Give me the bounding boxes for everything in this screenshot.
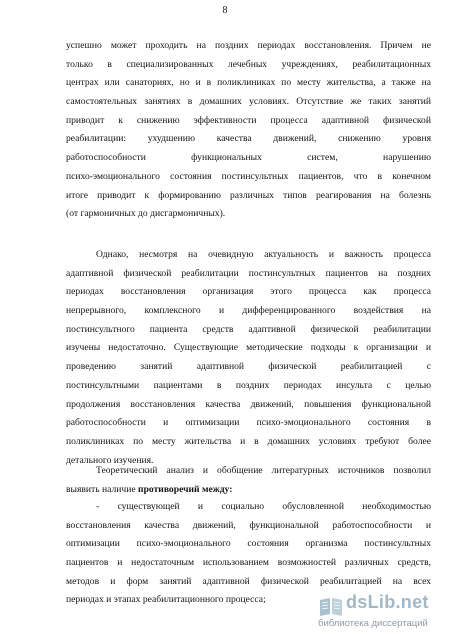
text-line: (от гармоничных до дисгармоничных). <box>66 208 226 220</box>
text-line: самостоятельных занятиях в домашних условиях. Отсутствие же таких занятий <box>66 96 431 108</box>
text-line: приводит к снижению эффективности процесса адаптивной физической <box>66 114 431 126</box>
text-line: постинсультными пациентами в поздних периодах инсульта с целью <box>66 379 431 391</box>
text-run: выявить наличие <box>66 483 139 495</box>
text-line: продолжения восстановления качества движений, повышения функциональной <box>66 398 431 410</box>
text-line: психо-эмоционального состояния постинсультных пациентов, что в конечном <box>66 170 431 182</box>
text-line: постинсультного пациента средств адаптивной физической реабилитации <box>66 323 431 335</box>
text-line: работоспособности функциональных систем, нарушению <box>66 152 431 164</box>
text-line: восстановления качества движений, функциональной работоспособности и <box>66 519 431 531</box>
paragraph-3 <box>66 462 431 499</box>
paragraph-2 <box>66 246 431 470</box>
text-line <box>66 481 431 500</box>
text-line: успешно может проходить на поздних периодах восстановления. Причем не <box>66 40 431 51</box>
text-line: пациентов и недостаточным использованием возможностей различных средств, <box>66 557 431 569</box>
text-line: реабилитации: ухудшению качества движений, снижению уровня <box>66 133 431 145</box>
text-line: изучены недостаточно. Существующие методические подходы к организации и <box>66 342 431 354</box>
watermark-name: dsLib.net <box>346 592 429 612</box>
text-line: центрах или санаториях, но и в поликлиниках по месту жительства, а также на <box>66 77 431 89</box>
dslib-watermark <box>318 592 444 630</box>
text-line: непрерывного, комплексного и дифференцированного воздействия на <box>66 305 431 317</box>
text-line: детального изучения. <box>66 454 154 466</box>
text-line: периодах и этапах реабилитационного процесса; <box>66 594 266 606</box>
text-line: методов и форм занятий адаптивной физической реабилитацией на всех <box>66 575 431 587</box>
paragraph-1 <box>66 37 431 224</box>
text-line: итоге приводит к формированию различных типов реагирования на болезнь <box>66 189 431 201</box>
text-line: - существующей и социально обусловленной необходимостью <box>96 501 431 512</box>
text-line: проведению занятий адаптивной физической реабилитацией с <box>66 361 431 373</box>
bold-term: противоречий между: <box>138 483 233 495</box>
text-line: периодах восстановления организация этого процесса как процесса <box>66 286 431 298</box>
text-line: адаптивной физической реабилитации постинсультных пациентов на поздних <box>66 267 431 279</box>
text-line: оптимизации психо-эмоционального состояния организма постинсультных <box>66 538 431 550</box>
text-line: Однако, несмотря на очевидную актуальность и важность процесса <box>96 249 431 260</box>
text-line: поликлиниках по месту жительства и в домашних условиях требуют более <box>66 435 431 447</box>
watermark-tagline: библиотека диссертаций <box>318 618 428 629</box>
book-icon <box>318 597 344 617</box>
text-line: Теоретический анализ и обобщение литературных источников позволил <box>96 465 431 476</box>
text-line: работоспособности и оптимизации психо-эмоционального состояния в <box>66 417 431 429</box>
text-line: только в специализированных лечебных учреждениях, реабилитационных <box>66 58 431 70</box>
page-number: 8 <box>222 5 228 16</box>
